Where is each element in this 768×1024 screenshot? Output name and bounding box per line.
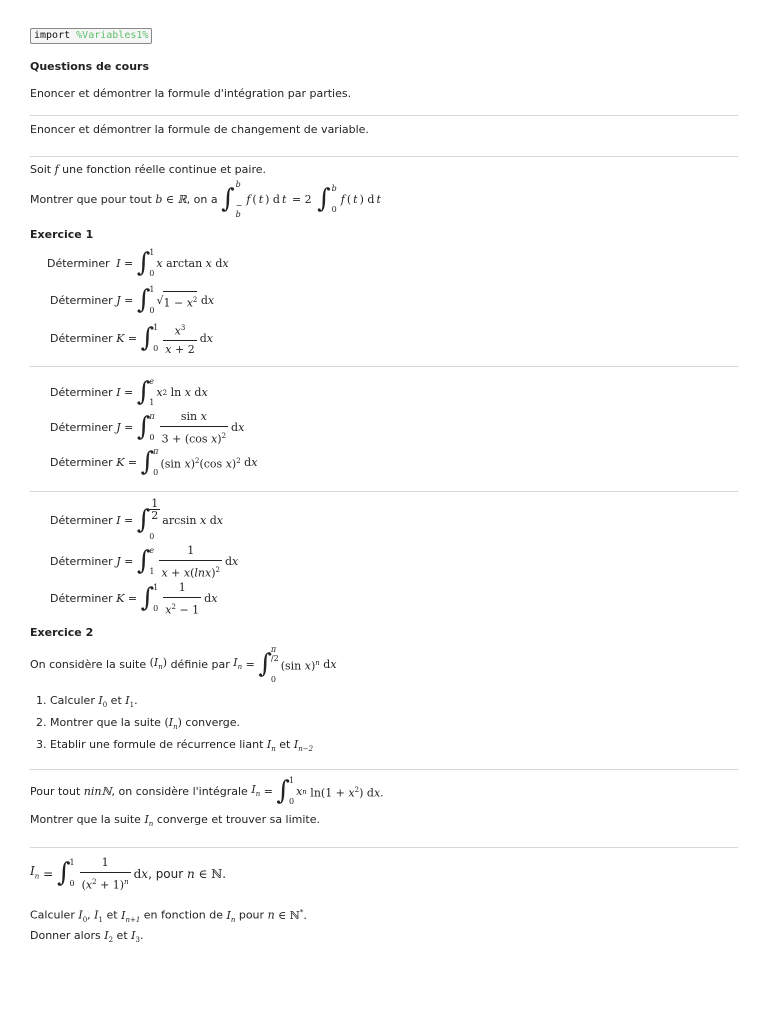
ex1-set-c [30,498,738,618]
import-row [30,28,738,44]
list-item: Déterminer K = ∫ 1 0 $\frac{1}{x^2 - 1}$ d x [50,580,218,617]
ex1-set-b [30,375,738,481]
list-item: Déterminer I = ∫ e 1 x 2 ln x d x [50,377,208,407]
import-keyword: import [34,30,71,41]
document [30,28,738,948]
list-item: 1. Calculer $I_0$ et $I_1$. [50,693,738,715]
cours-q1: Enoncer et démontrer la formule d'intégration par parties. [30,87,352,100]
cours-q3-line1: Soit f une fonction réelle continue et paire. [30,163,266,176]
ex2-p2-line1: Pour tout ninℕ , on considère l'intégrale $I_n$ = ∫ 1 0 x n $\ln(1 + x^2)$ dx. [30,776,384,806]
list-item: Déterminer K = ∫ π 0 (sin x)$^2$(cos x)$^2$ d x [50,447,258,477]
list-item: Déterminer J = ∫ π 0 $\frac{\text{sin x}}{3 + (\cos x)^2}$ d x [50,409,245,446]
list-item: 3. Etablir une formule de récurrence liant $I_n$ et $I_{n-2}$ [50,737,738,759]
import-variable: %Variables1% [76,30,149,41]
list-item: Déterminer I = ∫ 1 2 0 arcsin x d x [50,497,224,541]
cours-title: Questions de cours [30,60,150,73]
ex2-p2-line2: Montrer que la suite $I_n$ converge et trouver sa limite. [30,813,321,829]
list-item: 2. Montrer que la suite $(I_n)$ converge. [50,715,738,737]
import-code-tag [30,28,152,44]
ex2-intro: On considère la suite $(I_n)$ définie par $I_n$ = ∫ π /2 0 (sin x)$^n$ d x [30,644,337,684]
parity-formula: ∫ b − b f ( t ) d t = 2 ∫ b 0 f ( t ) d t [221,179,381,219]
list-item: Déterminer I = ∫ 1 0 x arctan x d x [47,247,229,278]
list-item: Déterminer J = ∫ 1 0 √ $1 - x^2$ d x [50,285,215,315]
ex2-p3-line3: Donner alors $I_2$ et $I_3$. [30,929,144,945]
ex1-title: Exercice 1 [30,228,94,241]
list-item: Déterminer K = ∫ 1 0 $\frac{x^3}{x + 2}$ d x [50,323,213,357]
ex1-set-a [30,245,738,358]
list-item: Déterminer J = ∫ e 1 $\frac{1}{x + x(\ln x)^2}$ d x [50,543,239,580]
cours-q2: Enoncer et démontrer la formule de changement de variable. [30,123,369,136]
ex2-list [30,693,738,759]
ex2-title: Exercice 2 [30,626,94,639]
ex2-p3-formula: $I_n$ = ∫ 1 0 $\frac{1}{(x^2 + 1)^n}$ dx , pour n ∈ ℕ. [30,855,227,892]
cours-q3-line2: Montrer que pour tout b ∈ ℝ , on a ∫ b − b f ( t ) d t = 2 ∫ b 0 f ( t ) d t [30,179,381,219]
ex2-p3-line2: Calculer $I_0$, $I_1$ et $I_{n+1}$ en fonction de $I_n$ pour n ∈ ℕ*. [30,908,307,925]
